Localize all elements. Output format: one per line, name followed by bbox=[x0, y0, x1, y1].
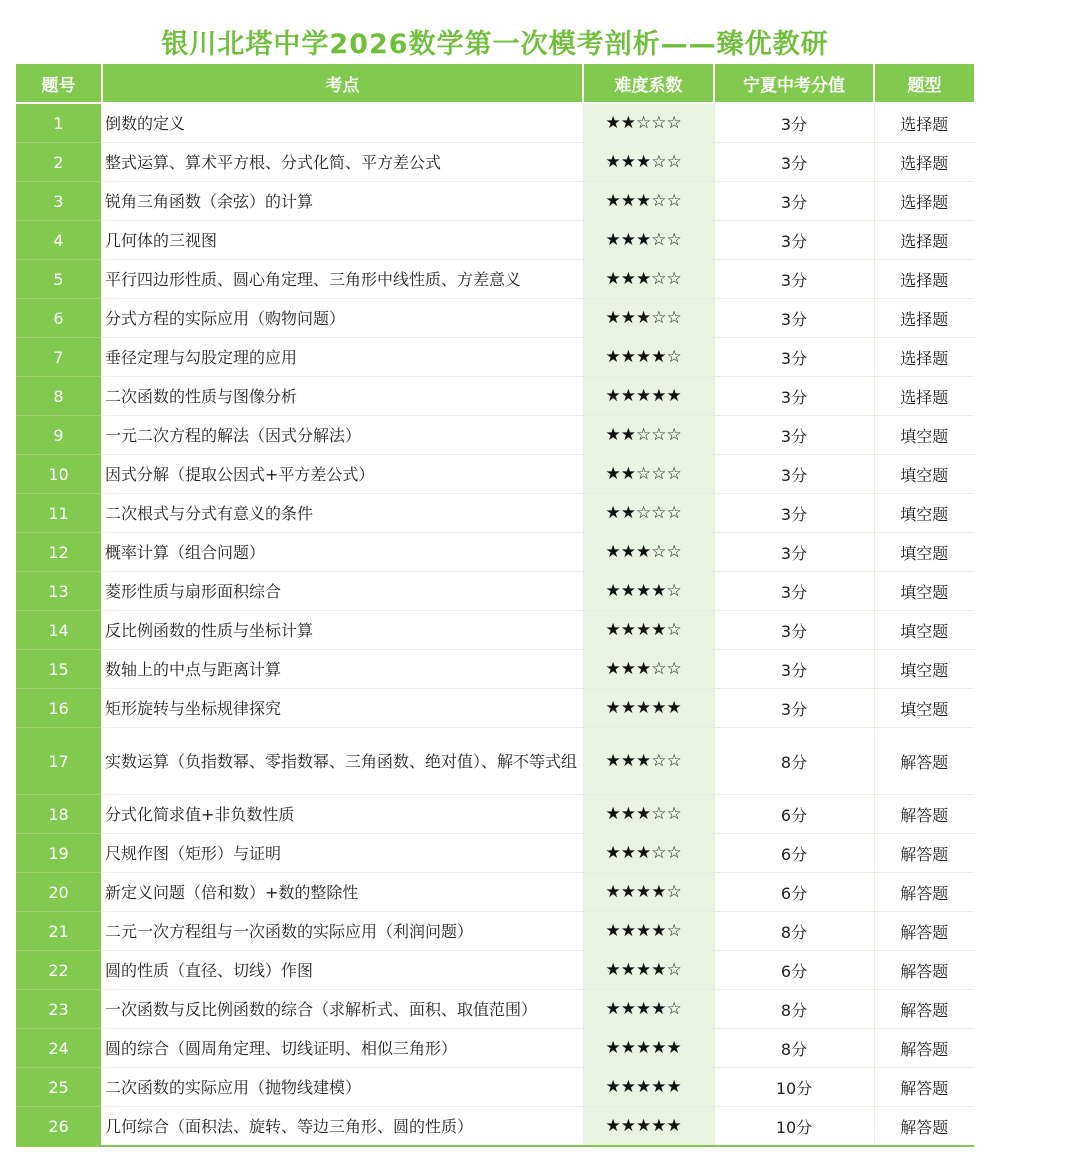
cell-difficulty: ★★★☆☆ bbox=[583, 182, 714, 221]
cell-topic: 平行四边形性质、圆心角定理、三角形中线性质、方差意义 bbox=[102, 260, 583, 299]
cell-num: 11 bbox=[16, 494, 102, 533]
cell-topic: 矩形旋转与坐标规律探究 bbox=[102, 689, 583, 728]
cell-score: 3分 bbox=[714, 572, 874, 611]
cell-topic: 分式化简求值+非负数性质 bbox=[102, 795, 583, 834]
cell-score: 6分 bbox=[714, 834, 874, 873]
cell-type: 填空题 bbox=[874, 533, 974, 572]
cell-num: 20 bbox=[16, 873, 102, 912]
cell-score: 6分 bbox=[714, 873, 874, 912]
cell-difficulty: ★★★☆☆ bbox=[583, 834, 714, 873]
cell-num: 3 bbox=[16, 182, 102, 221]
cell-score: 10分 bbox=[714, 1068, 874, 1107]
cell-type: 填空题 bbox=[874, 455, 974, 494]
cell-type: 填空题 bbox=[874, 689, 974, 728]
cell-num: 25 bbox=[16, 1068, 102, 1107]
cell-num: 12 bbox=[16, 533, 102, 572]
cell-score: 3分 bbox=[714, 650, 874, 689]
cell-type: 选择题 bbox=[874, 299, 974, 338]
table-row bbox=[16, 1107, 974, 1147]
cell-difficulty: ★★☆☆☆ bbox=[583, 494, 714, 533]
cell-score: 3分 bbox=[714, 143, 874, 182]
cell-difficulty: ★★★★☆ bbox=[583, 873, 714, 912]
table-row bbox=[16, 494, 974, 533]
cell-num: 1 bbox=[16, 103, 102, 143]
cell-score: 8分 bbox=[714, 728, 874, 795]
cell-num: 6 bbox=[16, 299, 102, 338]
table-row bbox=[16, 834, 974, 873]
cell-score: 3分 bbox=[714, 221, 874, 260]
table-header-row bbox=[16, 64, 974, 103]
cell-score: 3分 bbox=[714, 182, 874, 221]
cell-difficulty: ★★★★★ bbox=[583, 377, 714, 416]
cell-score: 3分 bbox=[714, 416, 874, 455]
cell-num: 24 bbox=[16, 1029, 102, 1068]
cell-score: 3分 bbox=[714, 103, 874, 143]
cell-topic: 分式方程的实际应用（购物问题） bbox=[102, 299, 583, 338]
header-score: 宁夏中考分值 bbox=[714, 64, 874, 103]
cell-topic: 圆的性质（直径、切线）作图 bbox=[102, 951, 583, 990]
cell-num: 18 bbox=[16, 795, 102, 834]
table-row bbox=[16, 1029, 974, 1068]
cell-num: 19 bbox=[16, 834, 102, 873]
cell-topic: 几何体的三视图 bbox=[102, 221, 583, 260]
cell-topic: 二元一次方程组与一次函数的实际应用（利润问题） bbox=[102, 912, 583, 951]
cell-difficulty: ★★★☆☆ bbox=[583, 143, 714, 182]
cell-num: 13 bbox=[16, 572, 102, 611]
cell-difficulty: ★★★☆☆ bbox=[583, 299, 714, 338]
cell-difficulty: ★★★★☆ bbox=[583, 912, 714, 951]
cell-type: 解答题 bbox=[874, 834, 974, 873]
cell-type: 选择题 bbox=[874, 103, 974, 143]
cell-score: 3分 bbox=[714, 533, 874, 572]
table-row bbox=[16, 182, 974, 221]
cell-num: 4 bbox=[16, 221, 102, 260]
cell-difficulty: ★★★★☆ bbox=[583, 572, 714, 611]
cell-num: 10 bbox=[16, 455, 102, 494]
cell-difficulty: ★★☆☆☆ bbox=[583, 455, 714, 494]
cell-type: 填空题 bbox=[874, 650, 974, 689]
cell-difficulty: ★★★☆☆ bbox=[583, 795, 714, 834]
cell-topic: 锐角三角函数（余弦）的计算 bbox=[102, 182, 583, 221]
header-num: 题号 bbox=[16, 64, 102, 103]
table-row bbox=[16, 338, 974, 377]
cell-type: 解答题 bbox=[874, 990, 974, 1029]
cell-topic: 新定义问题（倍和数）+数的整除性 bbox=[102, 873, 583, 912]
table-row bbox=[16, 572, 974, 611]
cell-num: 2 bbox=[16, 143, 102, 182]
cell-topic: 整式运算、算术平方根、分式化简、平方差公式 bbox=[102, 143, 583, 182]
cell-type: 选择题 bbox=[874, 182, 974, 221]
cell-score: 8分 bbox=[714, 990, 874, 1029]
cell-num: 21 bbox=[16, 912, 102, 951]
table-row bbox=[16, 873, 974, 912]
cell-topic: 二次函数的性质与图像分析 bbox=[102, 377, 583, 416]
header-difficulty: 难度系数 bbox=[583, 64, 714, 103]
cell-num: 26 bbox=[16, 1107, 102, 1147]
cell-topic: 因式分解（提取公因式+平方差公式） bbox=[102, 455, 583, 494]
cell-type: 选择题 bbox=[874, 377, 974, 416]
cell-type: 填空题 bbox=[874, 572, 974, 611]
cell-difficulty: ★★★☆☆ bbox=[583, 221, 714, 260]
cell-difficulty: ★★★★★ bbox=[583, 689, 714, 728]
table-row bbox=[16, 533, 974, 572]
cell-topic: 二次函数的实际应用（抛物线建模） bbox=[102, 1068, 583, 1107]
cell-type: 解答题 bbox=[874, 1029, 974, 1068]
cell-type: 选择题 bbox=[874, 143, 974, 182]
cell-topic: 圆的综合（圆周角定理、切线证明、相似三角形） bbox=[102, 1029, 583, 1068]
cell-difficulty: ★★★☆☆ bbox=[583, 728, 714, 795]
cell-topic: 反比例函数的性质与坐标计算 bbox=[102, 611, 583, 650]
cell-num: 5 bbox=[16, 260, 102, 299]
table-row bbox=[16, 689, 974, 728]
cell-type: 填空题 bbox=[874, 494, 974, 533]
cell-score: 10分 bbox=[714, 1107, 874, 1147]
cell-topic: 数轴上的中点与距离计算 bbox=[102, 650, 583, 689]
cell-score: 3分 bbox=[714, 260, 874, 299]
cell-type: 解答题 bbox=[874, 912, 974, 951]
cell-difficulty: ★★☆☆☆ bbox=[583, 416, 714, 455]
cell-score: 3分 bbox=[714, 377, 874, 416]
table-row bbox=[16, 728, 974, 795]
cell-topic: 一元二次方程的解法（因式分解法） bbox=[102, 416, 583, 455]
cell-topic: 菱形性质与扇形面积综合 bbox=[102, 572, 583, 611]
table-row bbox=[16, 103, 974, 143]
table-row bbox=[16, 951, 974, 990]
table-row bbox=[16, 416, 974, 455]
table-row bbox=[16, 455, 974, 494]
cell-type: 解答题 bbox=[874, 951, 974, 990]
cell-num: 7 bbox=[16, 338, 102, 377]
cell-score: 6分 bbox=[714, 951, 874, 990]
cell-num: 16 bbox=[16, 689, 102, 728]
cell-difficulty: ★★★★☆ bbox=[583, 951, 714, 990]
table-row bbox=[16, 990, 974, 1029]
table-row bbox=[16, 795, 974, 834]
cell-topic: 二次根式与分式有意义的条件 bbox=[102, 494, 583, 533]
cell-difficulty: ★★★★☆ bbox=[583, 611, 714, 650]
cell-topic: 实数运算（负指数幂、零指数幂、三角函数、绝对值）、解不等式组 bbox=[102, 728, 583, 795]
cell-num: 17 bbox=[16, 728, 102, 795]
page-title: 银川北塔中学2026数学第一次模考剖析——臻优教研 bbox=[161, 29, 829, 60]
cell-difficulty: ★★☆☆☆ bbox=[583, 103, 714, 143]
cell-type: 填空题 bbox=[874, 611, 974, 650]
cell-num: 23 bbox=[16, 990, 102, 1029]
cell-type: 解答题 bbox=[874, 873, 974, 912]
table-body bbox=[16, 103, 974, 1146]
table-row bbox=[16, 377, 974, 416]
table-row bbox=[16, 1068, 974, 1107]
cell-topic: 几何综合（面积法、旋转、等边三角形、圆的性质） bbox=[102, 1107, 583, 1147]
cell-type: 选择题 bbox=[874, 221, 974, 260]
table-row bbox=[16, 912, 974, 951]
cell-score: 3分 bbox=[714, 338, 874, 377]
cell-score: 8分 bbox=[714, 1029, 874, 1068]
cell-type: 选择题 bbox=[874, 260, 974, 299]
cell-difficulty: ★★★★★ bbox=[583, 1107, 714, 1147]
cell-num: 22 bbox=[16, 951, 102, 990]
header-type: 题型 bbox=[874, 64, 974, 103]
cell-difficulty: ★★★☆☆ bbox=[583, 650, 714, 689]
cell-score: 6分 bbox=[714, 795, 874, 834]
cell-score: 8分 bbox=[714, 912, 874, 951]
cell-num: 9 bbox=[16, 416, 102, 455]
cell-type: 解答题 bbox=[874, 1107, 974, 1147]
cell-topic: 倒数的定义 bbox=[102, 103, 583, 143]
cell-difficulty: ★★★★★ bbox=[583, 1068, 714, 1107]
table-row bbox=[16, 143, 974, 182]
cell-topic: 概率计算（组合问题） bbox=[102, 533, 583, 572]
cell-score: 3分 bbox=[714, 494, 874, 533]
cell-difficulty: ★★★★☆ bbox=[583, 338, 714, 377]
cell-type: 填空题 bbox=[874, 416, 974, 455]
cell-score: 3分 bbox=[714, 455, 874, 494]
table-row bbox=[16, 260, 974, 299]
cell-type: 解答题 bbox=[874, 1068, 974, 1107]
cell-difficulty: ★★★☆☆ bbox=[583, 533, 714, 572]
cell-num: 8 bbox=[16, 377, 102, 416]
cell-type: 解答题 bbox=[874, 795, 974, 834]
exam-analysis-table bbox=[16, 64, 974, 1147]
cell-type: 解答题 bbox=[874, 728, 974, 795]
table-row bbox=[16, 299, 974, 338]
cell-difficulty: ★★★★☆ bbox=[583, 990, 714, 1029]
cell-topic: 垂径定理与勾股定理的应用 bbox=[102, 338, 583, 377]
header-topic: 考点 bbox=[102, 64, 583, 103]
cell-topic: 尺规作图（矩形）与证明 bbox=[102, 834, 583, 873]
cell-difficulty: ★★★★★ bbox=[583, 1029, 714, 1068]
table-row bbox=[16, 650, 974, 689]
cell-score: 3分 bbox=[714, 611, 874, 650]
table-row bbox=[16, 611, 974, 650]
cell-difficulty: ★★★☆☆ bbox=[583, 260, 714, 299]
cell-type: 选择题 bbox=[874, 338, 974, 377]
table-row bbox=[16, 221, 974, 260]
cell-num: 15 bbox=[16, 650, 102, 689]
cell-topic: 一次函数与反比例函数的综合（求解析式、面积、取值范围） bbox=[102, 990, 583, 1029]
cell-num: 14 bbox=[16, 611, 102, 650]
cell-score: 3分 bbox=[714, 689, 874, 728]
cell-score: 3分 bbox=[714, 299, 874, 338]
